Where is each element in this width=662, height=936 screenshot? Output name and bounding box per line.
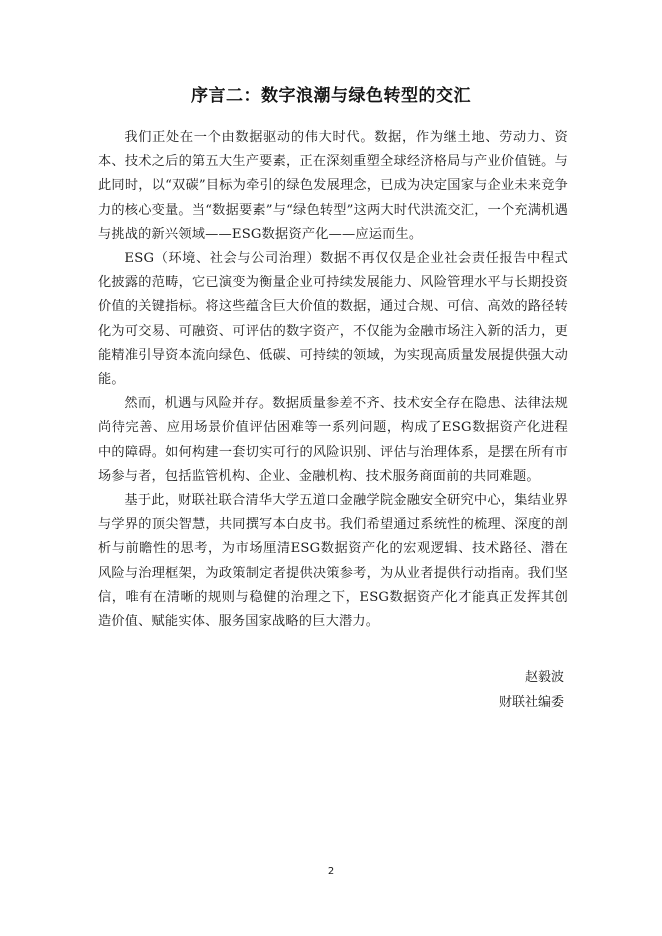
paragraph: 然而，机遇与风险并存。数据质量参差不齐、技术安全存在隐患、法律法规尚待完善、应用场景价值评估困难等一系列问题，构成了ESG数据资产化进程中的障碍。如何构建一套切实可行的风险识别、评估与治理体系，是摆在所有市场参与者，包括监管机构、企业、金融机构、技术服务商面前的共同难题。: [98, 396, 568, 484]
page-number: 2: [327, 866, 335, 877]
paragraph: 我们正处在一个由数据驱动的伟大时代。数据，作为继土地、劳动力、资本、技术之后的第五大生产要素，正在深刻重塑全球经济格局与产业价值链。与此同时，以“双碳”目标为牵引的绿色发展理念，已成为决定国家与企业未来竞争力的核心变量。当“数据要素”与“绿色转型”这两大时代洪流交汇，一个充满机遇与挑战的新兴领域——ESG数据资产化——应运而生。: [98, 130, 568, 242]
body-text: [98, 126, 568, 634]
paragraph: 基于此，财联社联合清华大学五道口金融学院金融安全研究中心，集结业界与学界的顶尖智慧，共同撰写本白皮书。我们希望通过系统性的梳理、深度的剖析与前瞻性的思考，为市场厘清ESG数据资产化的宏观逻辑、技术路径、潜在风险与治理框架，为政策制定者提供决策参考，为从业者提供行动指南。我们坚信，唯有在清晰的规则与稳健的治理之下，ESG数据资产化才能真正发挥其创造价值、赋能实体、服务国家战略的巨大潜力。: [98, 493, 568, 630]
signature-organization: 财联社编委: [498, 695, 564, 710]
signature-author: 赵毅波: [524, 670, 564, 685]
page-title: 序言二：数字浪潮与绿色转型的交汇: [191, 86, 471, 106]
paragraph: ESG（环境、社会与公司治理）数据不再仅仅是企业社会责任报告中程式化披露的范畴，它已演变为衡量企业可持续发展能力、风险管理水平与长期投资价值的关键指标。将这些蕴含巨大价值的数据，通过合规、可信、高效的路径转化为可交易、可融资、可评估的数字资产，不仅能为金融市场注入新的活力，更能精准引导资本流向绿色、低碳、可持续的领域，为实现高质量发展提供强大动能。: [98, 251, 568, 388]
